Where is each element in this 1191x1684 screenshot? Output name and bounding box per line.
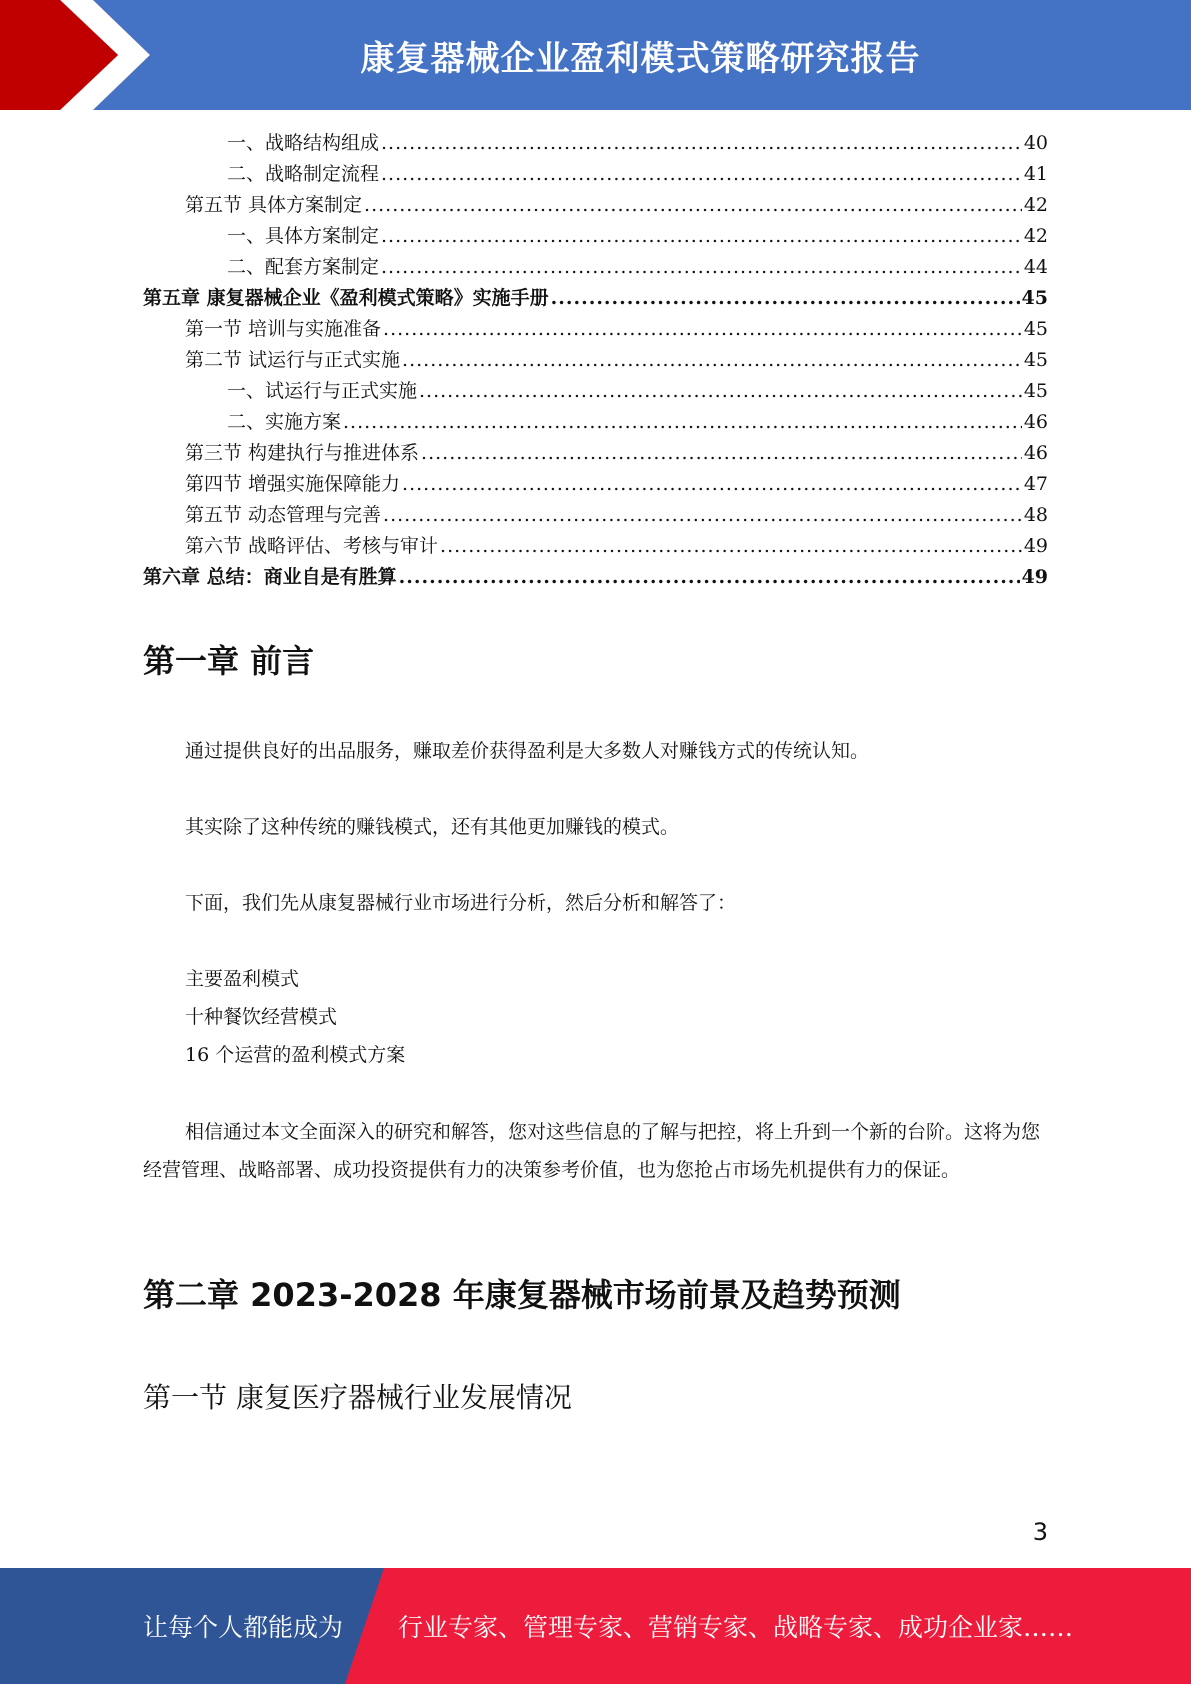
toc-entry[interactable] bbox=[143, 190, 1048, 221]
toc-entry-page: 46 bbox=[1023, 442, 1048, 464]
toc-entry-title: 二、战略制定流程 bbox=[227, 163, 380, 185]
footer-slogan-left: 让每个人都能成为 bbox=[143, 1613, 344, 1642]
page-footer bbox=[0, 1568, 1191, 1684]
paragraph: 通过提供良好的出品服务，赚取差价获得盈利是大多数人对赚钱方式的传统认知。 bbox=[185, 740, 870, 762]
footer-slogan-right: 行业专家、管理专家、营销专家、战略专家、成功企业家…… bbox=[398, 1613, 1074, 1642]
toc-entry-title: 第五节 具体方案制定 bbox=[185, 194, 363, 216]
toc-leader-dots bbox=[419, 376, 1022, 407]
toc-entry[interactable] bbox=[143, 345, 1048, 376]
toc-entry-page: 42 bbox=[1023, 225, 1048, 247]
list-item: 16 个运营的盈利模式方案 bbox=[185, 1044, 406, 1066]
toc-leader-dots bbox=[381, 252, 1022, 283]
toc-leader-dots bbox=[383, 314, 1022, 345]
toc-entry-title: 第二节 试运行与正式实施 bbox=[185, 349, 401, 371]
paragraph: 下面，我们先从康复器械行业市场进行分析，然后分析和解答了： bbox=[185, 892, 737, 914]
toc-entry[interactable] bbox=[143, 562, 1048, 593]
toc-entry-title: 第六章 总结：商业自是有胜算 bbox=[143, 566, 397, 588]
toc-entry-page: 41 bbox=[1023, 163, 1048, 185]
toc-entry[interactable] bbox=[143, 438, 1048, 469]
table-of-contents bbox=[143, 128, 1048, 593]
report-title: 康复器械企业盈利模式策略研究报告 bbox=[360, 38, 921, 79]
header-red-chevron-shape bbox=[0, 0, 150, 110]
toc-entry-title: 第一节 培训与实施准备 bbox=[185, 318, 382, 340]
toc-entry-title: 二、实施方案 bbox=[227, 411, 342, 433]
toc-entry-page: 40 bbox=[1023, 132, 1048, 154]
toc-entry[interactable] bbox=[143, 376, 1048, 407]
list-item: 主要盈利模式 bbox=[185, 968, 300, 990]
toc-entry-page: 47 bbox=[1023, 473, 1048, 495]
toc-entry-page: 48 bbox=[1023, 504, 1048, 526]
toc-leader-dots bbox=[402, 345, 1022, 376]
toc-leader-dots bbox=[381, 221, 1022, 252]
toc-leader-dots bbox=[343, 407, 1022, 438]
toc-entry-title: 一、战略结构组成 bbox=[227, 132, 380, 154]
toc-leader-dots bbox=[364, 190, 1022, 221]
toc-leader-dots bbox=[381, 128, 1022, 159]
toc-entry[interactable] bbox=[143, 159, 1048, 190]
toc-entry-title: 第三节 构建执行与推进体系 bbox=[185, 442, 420, 464]
paragraph: 相信通过本文全面深入的研究和解答，您对这些信息的了解与把控，将上升到一个新的台阶。这将为您经营管理、战略部署、成功投资提供有力的决策参考价值，也为您抢占市场先机提供有力的保证。 bbox=[143, 1121, 1041, 1181]
toc-leader-dots bbox=[399, 562, 1020, 593]
toc-leader-dots bbox=[381, 159, 1022, 190]
model-list bbox=[185, 960, 405, 1074]
toc-entry[interactable] bbox=[143, 128, 1048, 159]
toc-leader-dots bbox=[383, 500, 1022, 531]
page-number: 3 bbox=[1032, 1518, 1048, 1546]
toc-entry[interactable] bbox=[143, 469, 1048, 500]
toc-entry-page: 45 bbox=[1023, 349, 1048, 371]
toc-entry[interactable] bbox=[143, 314, 1048, 345]
section-1-heading: 第一节 康复医疗器械行业发展情况 bbox=[143, 1381, 572, 1414]
toc-entry-title: 二、配套方案制定 bbox=[227, 256, 380, 278]
toc-entry-title: 第五节 动态管理与完善 bbox=[185, 504, 382, 526]
toc-leader-dots bbox=[421, 438, 1022, 469]
toc-entry-title: 第四节 增强实施保障能力 bbox=[185, 473, 401, 495]
toc-entry-title: 第五章 康复器械企业《盈利模式策略》实施手册 bbox=[143, 287, 549, 309]
chapter-1-heading: 第一章 前言 bbox=[143, 642, 315, 680]
toc-entry-page: 42 bbox=[1023, 194, 1048, 216]
toc-entry-page: 49 bbox=[1021, 566, 1048, 588]
toc-entry[interactable] bbox=[143, 500, 1048, 531]
toc-leader-dots bbox=[440, 531, 1022, 562]
toc-entry-title: 一、试运行与正式实施 bbox=[227, 380, 418, 402]
paragraph: 其实除了这种传统的赚钱模式，还有其他更加赚钱的模式。 bbox=[185, 816, 680, 838]
toc-entry-title: 第六节 战略评估、考核与审计 bbox=[185, 535, 439, 557]
toc-entry-title: 一、具体方案制定 bbox=[227, 225, 380, 247]
toc-entry[interactable] bbox=[143, 283, 1048, 314]
toc-entry-page: 46 bbox=[1023, 411, 1048, 433]
toc-entry-page: 45 bbox=[1021, 287, 1048, 309]
toc-leader-dots bbox=[551, 283, 1020, 314]
toc-entry-page: 45 bbox=[1023, 318, 1048, 340]
toc-entry[interactable] bbox=[143, 407, 1048, 438]
chapter-2-heading: 第二章 2023-2028 年康复器械市场前景及趋势预测 bbox=[143, 1276, 901, 1314]
toc-entry[interactable] bbox=[143, 252, 1048, 283]
toc-entry-page: 45 bbox=[1023, 380, 1048, 402]
toc-entry-page: 49 bbox=[1023, 535, 1048, 557]
toc-entry-page: 44 bbox=[1023, 256, 1048, 278]
toc-entry[interactable] bbox=[143, 531, 1048, 562]
list-item: 十种餐饮经营模式 bbox=[185, 1006, 338, 1028]
toc-entry[interactable] bbox=[143, 221, 1048, 252]
toc-leader-dots bbox=[402, 469, 1022, 500]
page-header bbox=[0, 0, 1191, 110]
